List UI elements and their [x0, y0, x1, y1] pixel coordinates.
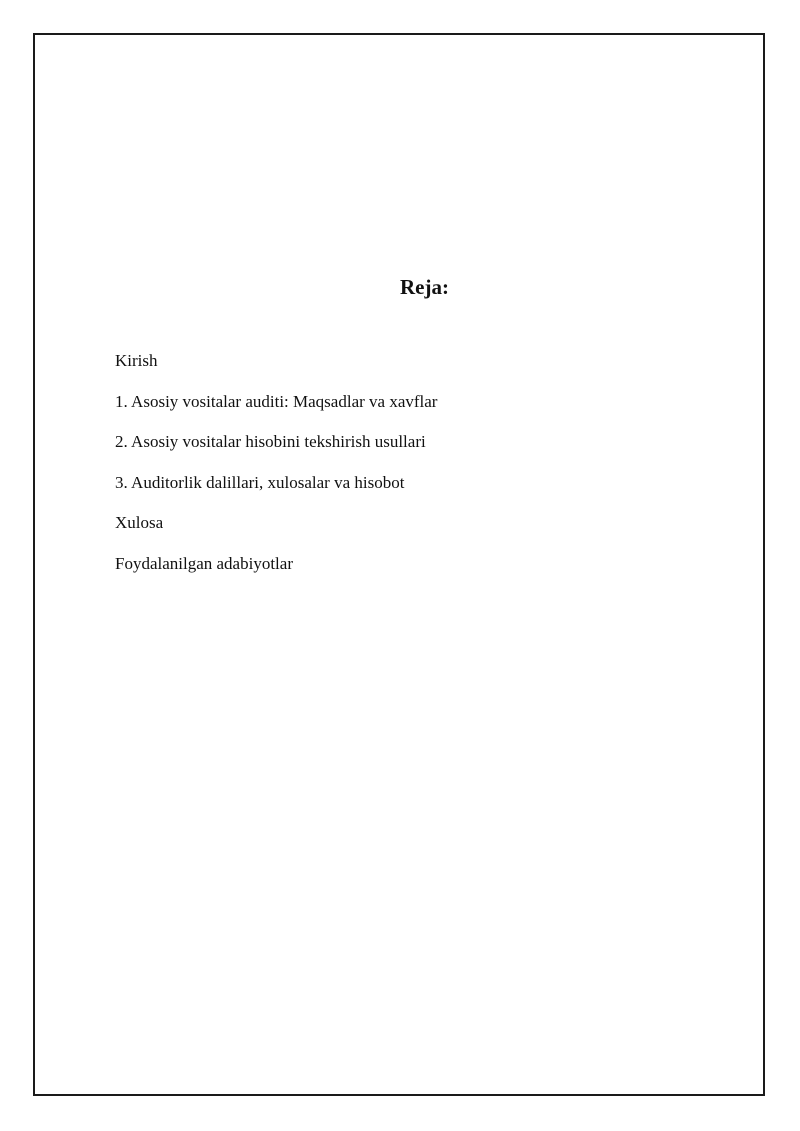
plan-item-1: 1. Asosiy vositalar auditi: Maqsadlar va xavflar: [115, 391, 438, 411]
plan-item-conclusion: Xulosa: [115, 513, 164, 532]
plan-list: [115, 350, 437, 593]
plan-item-introduction: Kirish: [115, 351, 158, 370]
page-title: Reja:: [400, 275, 449, 299]
plan-item-2: 2. Asosiy vositalar hisobini tekshirish usullari: [115, 432, 426, 451]
plan-item-3: 3. Auditorlik dalillari, xulosalar va hisobot: [115, 472, 405, 492]
plan-item-references: Foydalanilgan adabiyotlar: [115, 553, 293, 573]
